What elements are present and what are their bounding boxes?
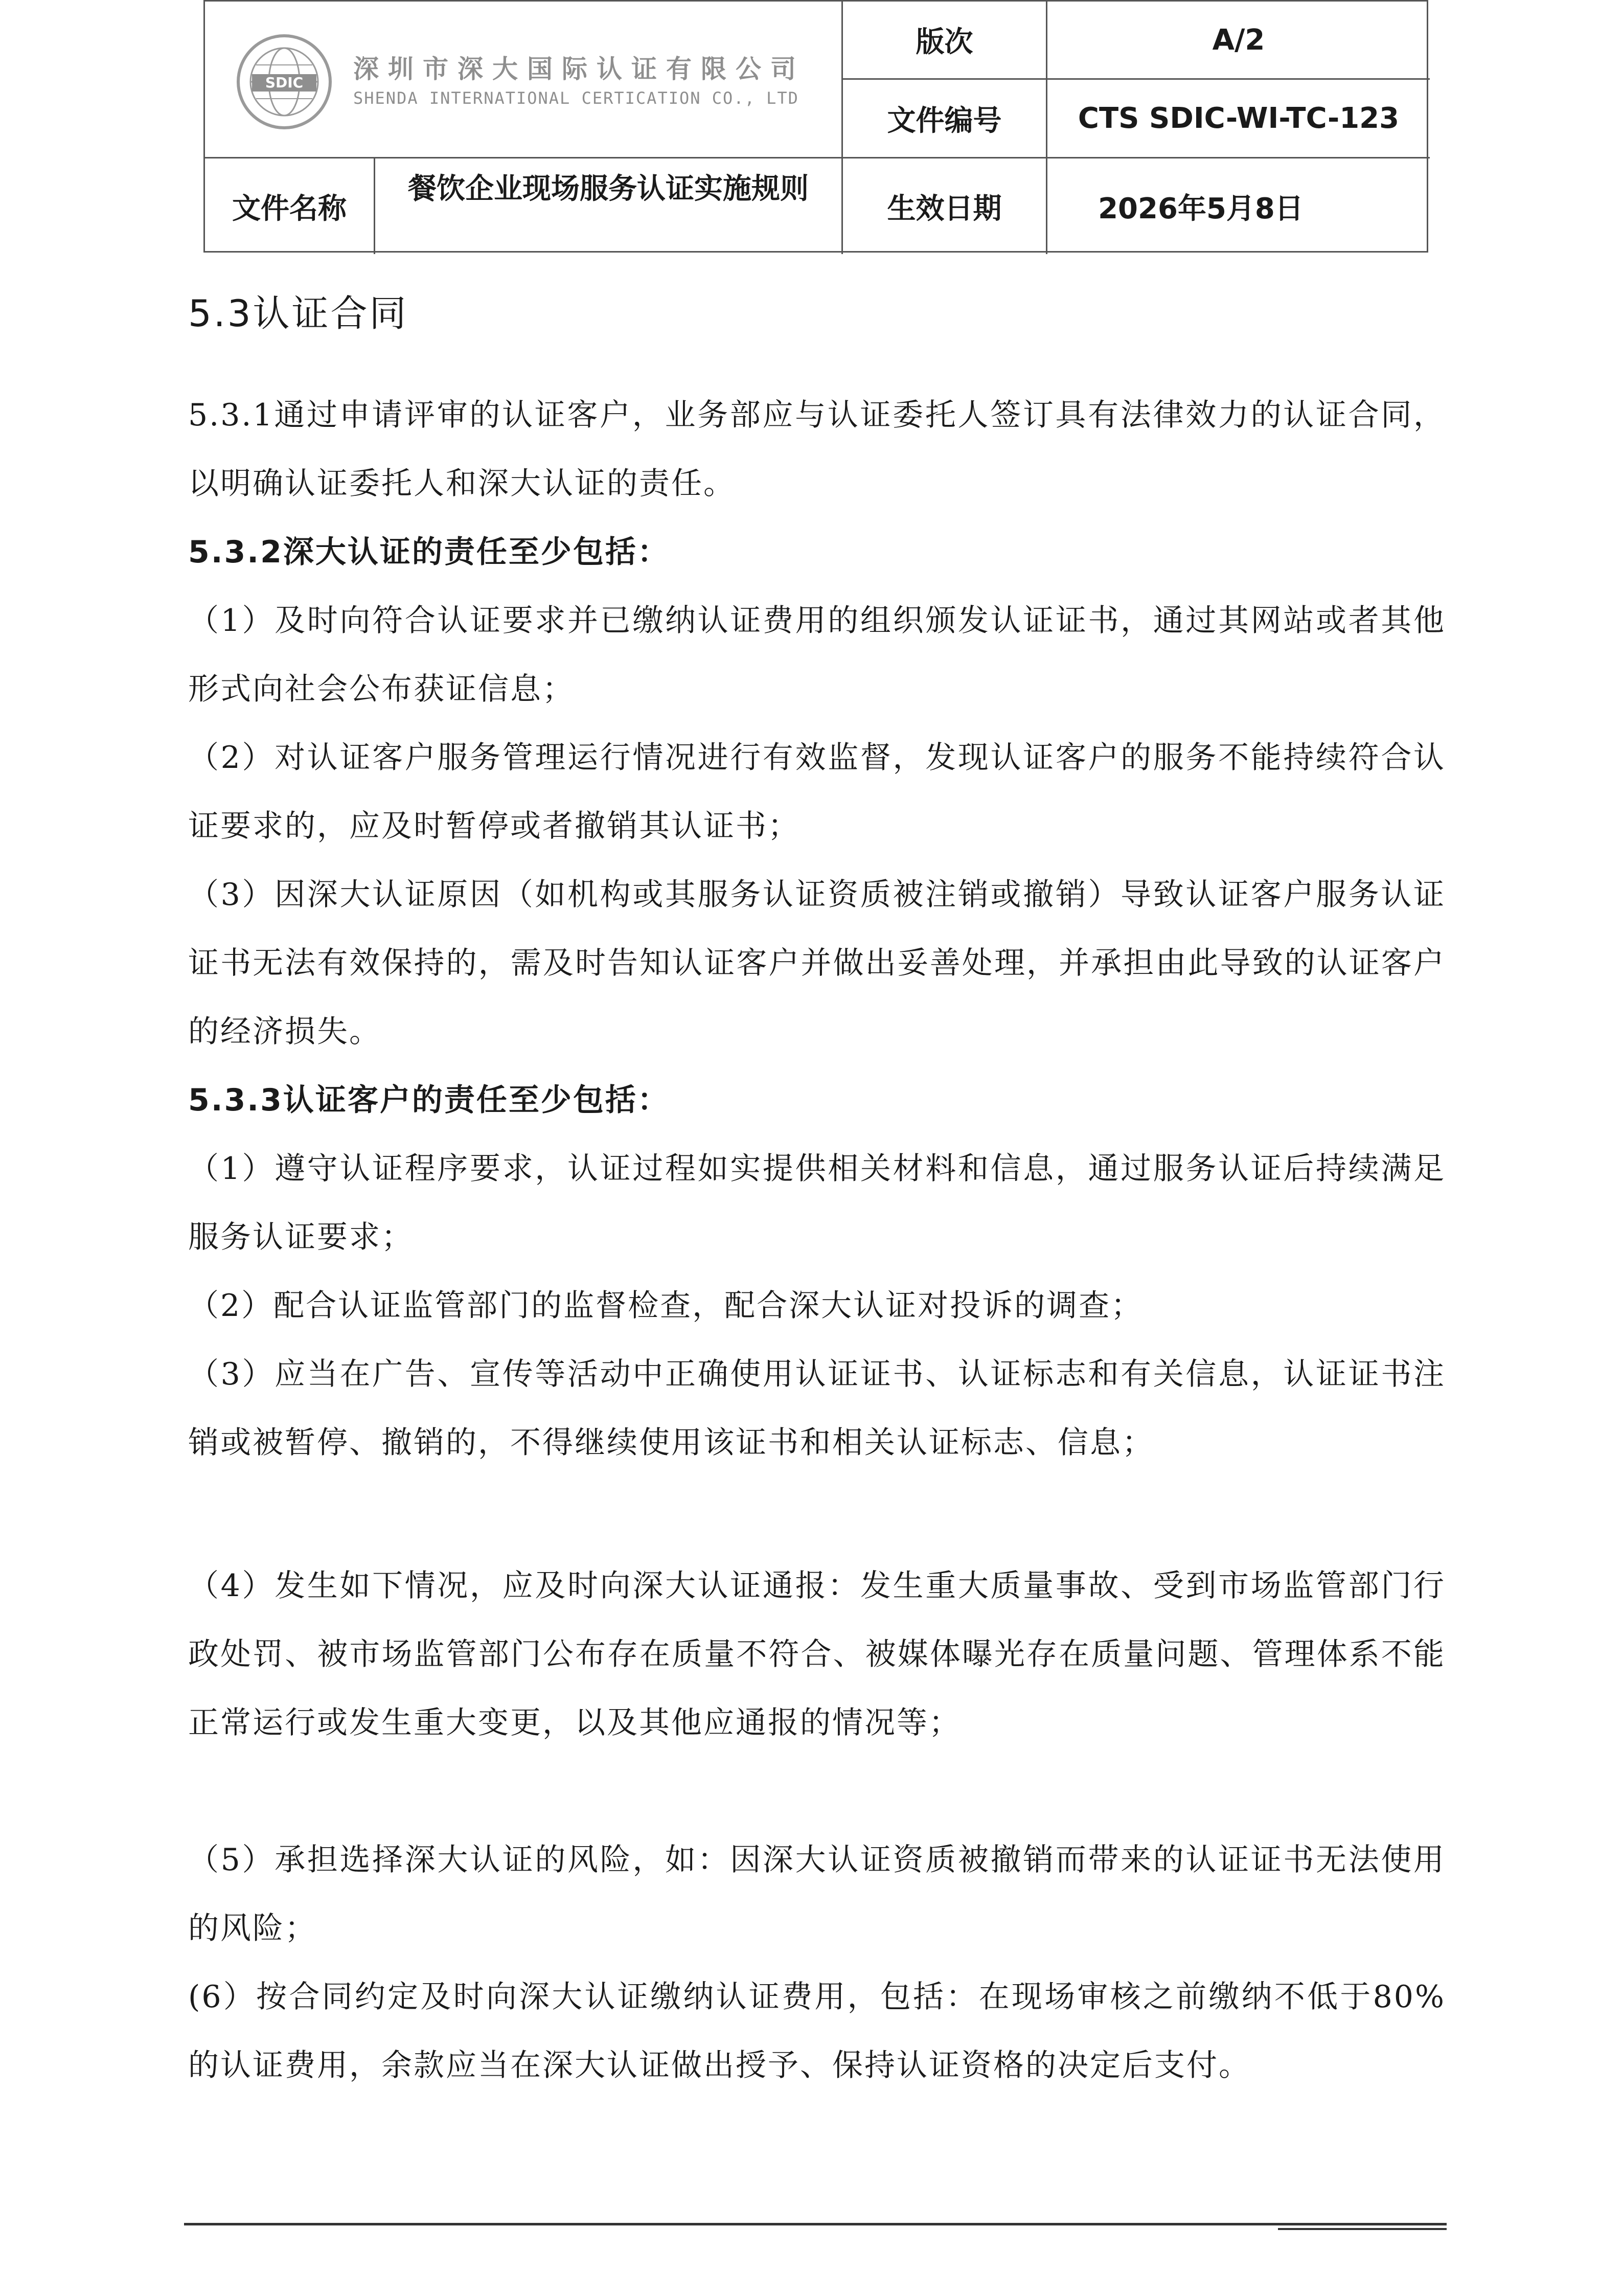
doc-number-value: CTS SDIC-WI-TC-123 [1078, 102, 1400, 135]
clause-5-3-3-item-3: （3）应当在广告、宣传等活动中正确使用认证证书、认证标志和有关信息，认证证书注销或被暂停、撤销的，不得继续使用该证书和相关认证标志、信息； [188, 1356, 1446, 1461]
clause-5-3-2-item-2: （2）对认证客户服务管理运行情况进行有效监督，发现认证客户的服务不能持续符合认证要求的，应及时暂停或者撤销其认证书； [188, 740, 1446, 844]
globe-logo-icon [236, 33, 333, 130]
edition-value: A/2 [1212, 23, 1265, 57]
doc-name-value: 餐饮企业现场服务认证实施规则 [408, 172, 809, 206]
section-title: 5.3认证合同 [188, 292, 408, 335]
company-name-cn: 深圳市深大国际认证有限公司 [353, 54, 805, 84]
clause-5-3-2-heading: 5.3.2深大认证的责任至少包括： [188, 534, 670, 570]
effective-date-value: 2026年5月8日 [1098, 192, 1304, 225]
clause-5-3-3-item-4: （4）发生如下情况，应及时向深大认证通报：发生重大质量事故、受到市场监管部门行政处罚、被市场监管部门公布存在质量不符合、被媒体曝光存在质量问题、管理体系不能正常运行或发生重大变更，以及其他应通报的情况等； [188, 1568, 1446, 1741]
footer-rule [184, 2223, 1447, 2225]
clause-5-3-3-item-5: （5）承担选择深大认证的风险，如：因深大认证资质被撤销而带来的认证证书无法使用的风险； [188, 1842, 1446, 1946]
clause-5-3-3-item-1: （1）遵守认证程序要求，认证过程如实提供相关材料和信息，通过服务认证后持续满足服务认证要求； [188, 1151, 1446, 1255]
clause-5-3-3-item-6: (6）按合同约定及时向深大认证缴纳认证费用，包括：在现场审核之前缴纳不低于80%的认证费用，余款应当在深大认证做出授予、保持认证资格的决定后支付。 [188, 1979, 1446, 2083]
svg-text:SDIC: SDIC [265, 74, 304, 91]
company-name-en: SHENDA INTERNATIONAL CERTICATION CO., LTD [353, 88, 799, 108]
footer-rule [1278, 2228, 1447, 2230]
effective-date-label: 生效日期 [887, 192, 1002, 225]
clause-5-3-2-item-1: （1）及时向符合认证要求并已缴纳认证费用的组织颁发认证证书，通过其网站或者其他形式向社会公布获证信息； [188, 603, 1446, 707]
doc-name-label: 文件名称 [232, 192, 347, 225]
document-header-table [203, 0, 1428, 253]
clause-5-3-2-item-3: （3）因深大认证原因（如机构或其服务认证资质被注销或撤销）导致认证客户服务认证证书无法有效保持的，需及时告知认证客户并做出妥善处理，并承担由此导致的认证客户的经济损失。 [188, 877, 1446, 1050]
clause-5-3-3-item-2: （2）配合认证监管部门的监督检查，配合深大认证对投诉的调查； [188, 1288, 1144, 1324]
doc-number-label: 文件编号 [887, 104, 1002, 138]
company-logo [236, 33, 875, 135]
clause-5-3-3-heading: 5.3.3认证客户的责任至少包括： [188, 1082, 670, 1118]
clause-5-3-1: 5.3.1通过申请评审的认证客户，业务部应与认证委托人签订具有法律效力的认证合同，以明确认证委托人和深大认证的责任。 [188, 397, 1446, 502]
edition-label: 版次 [916, 26, 973, 59]
